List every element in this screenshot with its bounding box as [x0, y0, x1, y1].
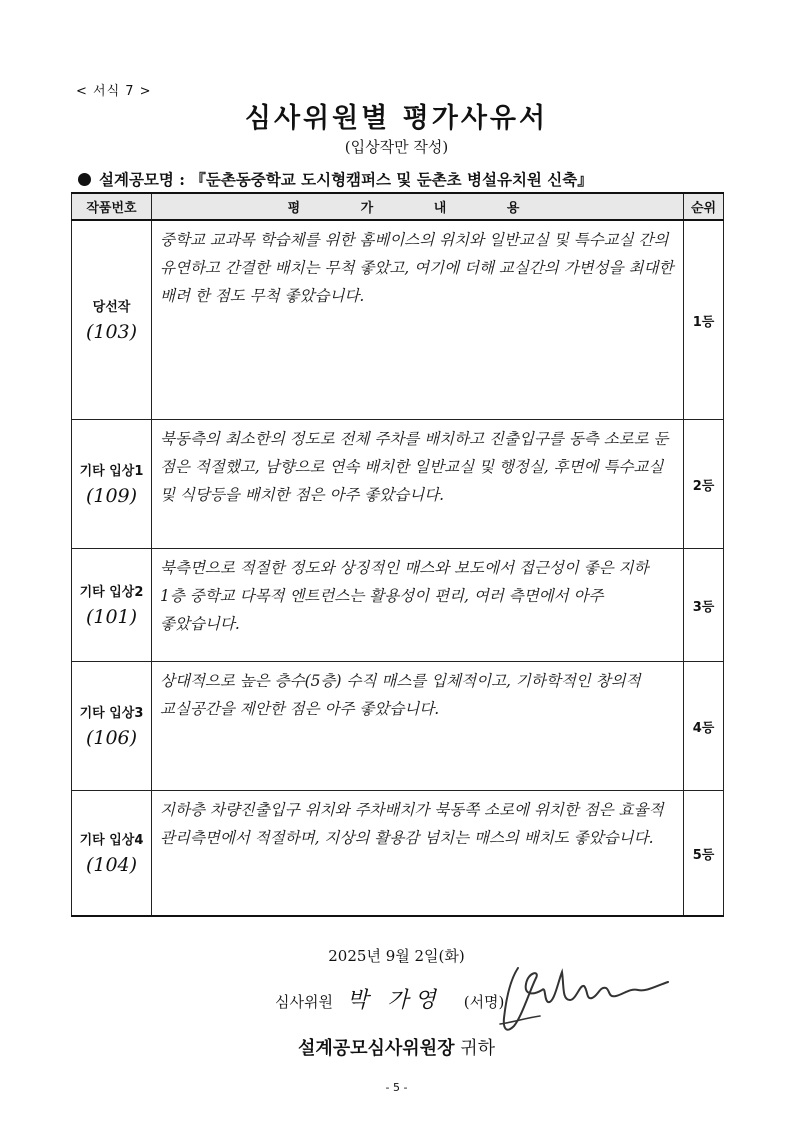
table-row	[72, 662, 724, 791]
sign-label: (서명)	[463, 993, 505, 1011]
entry-number: (109)	[85, 484, 138, 507]
table-row	[72, 420, 724, 549]
project-line	[78, 168, 728, 190]
project-label: 설계공모명 :	[99, 170, 185, 189]
document-title: 심사위원별 평가사유서	[244, 103, 549, 134]
entry-category: 기타 입상4	[79, 832, 144, 848]
table-row	[72, 791, 724, 917]
header-work-no: 작품번호	[72, 193, 152, 220]
work-cell	[72, 420, 152, 549]
document-date: 2025년 9월 2일(화)	[328, 947, 465, 965]
evaluation-table	[71, 192, 724, 917]
rank-cell: 1등	[684, 220, 724, 420]
rank-cell: 4등	[684, 662, 724, 791]
evaluation-text: 지하층 차량진출입구 위치와 주차배치가 북동쪽 소로에 위치한 점은 효율적 관리측면에서 적절하며, 지상의 활용감 넘치는 매스의 배치도 좋았습니다.	[160, 801, 664, 847]
entry-category: 기타 입상1	[79, 463, 144, 479]
table-row	[72, 220, 724, 420]
entry-number: (104)	[85, 853, 138, 876]
header-evaluation: 평 가 내 용	[152, 193, 684, 220]
work-cell	[72, 220, 152, 420]
evaluation-cell	[152, 791, 684, 917]
project-name: 『둔촌동중학교 도시형캠퍼스 및 둔촌초 병설유치원 신축』	[190, 170, 593, 189]
work-cell	[72, 662, 152, 791]
form-number: < 서식 7 >	[76, 84, 152, 99]
work-cell	[72, 791, 152, 917]
evaluation-text: 북측면으로 적절한 정도와 상징적인 매스와 보도에서 접근성이 좋은 지하 1층 중학교 다목적 엔트런스는 활용성이 편리, 여러 측면에서 아주 좋았습니다.	[160, 559, 649, 633]
evaluation-cell	[152, 420, 684, 549]
entry-category: 당선작	[92, 299, 131, 315]
bullet-icon	[78, 173, 91, 186]
evaluation-cell	[152, 220, 684, 420]
evaluation-text: 중학교 교과목 학습체를 위한 홈베이스의 위치와 일반교실 및 특수교실 간의 유연하고 간결한 배치는 무척 좋았고, 여기에 더해 교실간의 가변성을 최대한 배려 한 점도 무척 좋았습니다.	[160, 231, 674, 305]
entry-category: 기타 입상3	[79, 705, 144, 721]
evaluation-text: 북동측의 최소한의 정도로 전체 주차를 배치하고 진출입구를 동측 소로로 둔 점은 적절했고, 남향으로 연속 배치한 일반교실 및 행정실, 후면에 특수교실 및 식당등을 배치한 점은 아주 좋았습니다.	[160, 430, 669, 504]
entry-number: (101)	[85, 605, 138, 628]
addressee-suffix: 귀하	[460, 1038, 495, 1059]
evaluation-text: 상대적으로 높은 층수(5층) 수직 매스를 입체적이고, 기하학적인 창의적 교실공간을 제안한 점은 아주 좋았습니다.	[160, 672, 641, 718]
reviewer-label: 심사위원	[275, 993, 333, 1011]
rank-cell: 3등	[684, 549, 724, 662]
document-subtitle: (입상작만 작성)	[344, 138, 449, 156]
header-rank: 순위	[684, 193, 724, 220]
evaluation-cell	[152, 662, 684, 791]
work-cell	[72, 549, 152, 662]
addressee-org: 설계공모심사위원장	[297, 1038, 455, 1059]
rank-cell: 5등	[684, 791, 724, 917]
addressee-line	[0, 1034, 793, 1060]
entry-category: 기타 입상2	[79, 584, 144, 600]
evaluation-cell	[152, 549, 684, 662]
table-row	[72, 549, 724, 662]
entry-number: (103)	[85, 320, 138, 343]
entry-number: (106)	[85, 726, 138, 749]
handwritten-signature	[470, 960, 690, 1040]
reviewer-name: 박 가영	[346, 988, 442, 1013]
table-header-row	[72, 193, 724, 220]
rank-cell: 2등	[684, 420, 724, 549]
page-number: - 5 -	[385, 1081, 408, 1094]
